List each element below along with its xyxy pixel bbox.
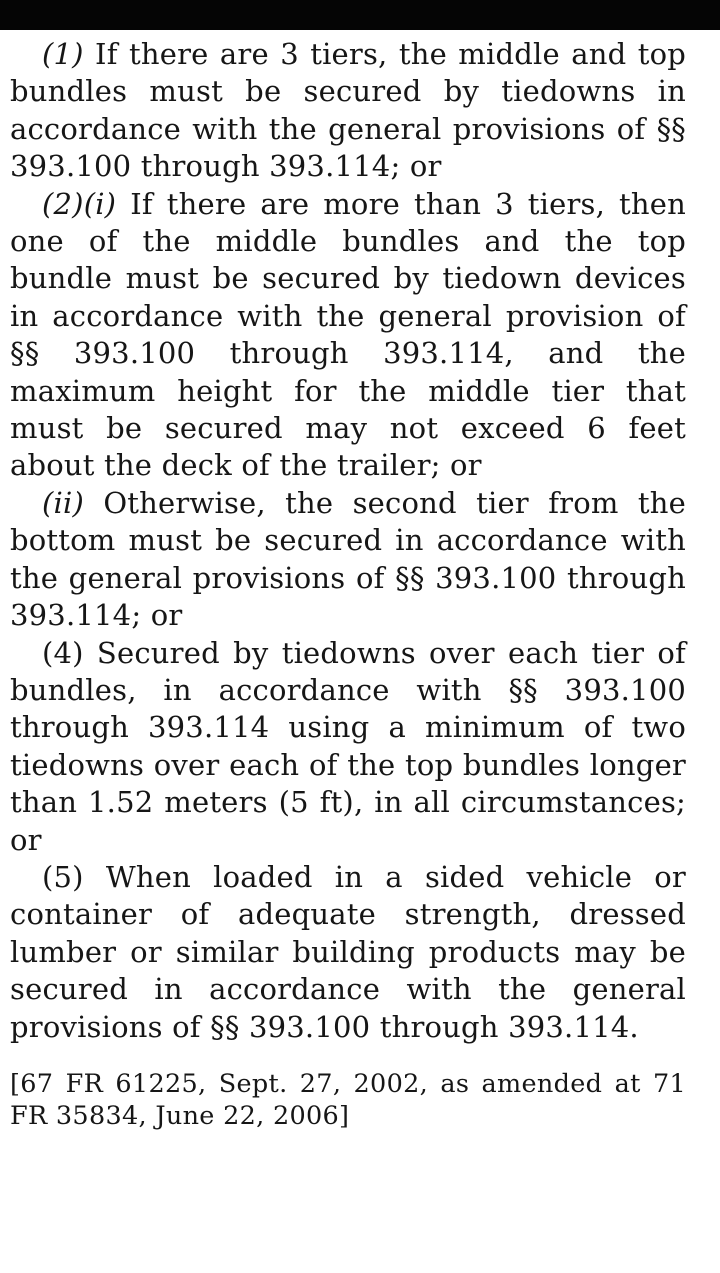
paragraph-4 (10, 635, 686, 859)
paragraph-2-i (10, 186, 686, 485)
paragraph-1-label: (1) (42, 37, 84, 71)
paragraph-1-text: If there are 3 tiers, the middle and top bundles must be secured by tiedowns in accordance with the general provisions of §§ 393.100 through 393.114; or (10, 37, 686, 184)
paragraph-4-label: (4) (42, 635, 84, 670)
paragraph-2-ii (10, 485, 686, 635)
paragraph-5-label: (5) (42, 859, 84, 894)
paragraph-1 (10, 36, 686, 186)
paragraph-3-label: (ii) (42, 485, 84, 520)
paragraph-5 (10, 859, 686, 1046)
top-status-bar (0, 0, 720, 30)
paragraph-3-text: Otherwise, the second tier from the bottom must be secured in accordance with the general provisions of §§ 393.100 through 393.114; or (10, 485, 686, 633)
paragraph-5-text: When loaded in a sided vehicle or container of adequate strength, dressed lumber or similar building products may be secured in accordance with the general provisions of §§ 393.100 through 393.114. (10, 859, 686, 1044)
source-citation: [67 FR 61225, Sept. 27, 2002, as amended at 71 FR 35834, June 22, 2006] (10, 1068, 686, 1131)
paragraph-2-text: If there are more than 3 tiers, then one of the middle bundles and the top bundle must be secured by tiedown devices in accordance with the general provision of §§ 393.100 through 393.114, and the maximum height for the middle tier that must be secured may not exceed 6 feet about the deck of the trailer; or (10, 186, 686, 483)
paragraph-4-text: Secured by tiedowns over each tier of bundles, in accordance with §§ 393.100 through 393.114 using a minimum of two tiedowns over each of the top bundles longer than 1.52 meters (5 ft), in all circumstances; or (10, 635, 686, 857)
paragraph-2-label: (2) (42, 186, 84, 221)
paragraph-2-sublabel: (i) (83, 186, 117, 221)
regulation-text (10, 36, 686, 1132)
